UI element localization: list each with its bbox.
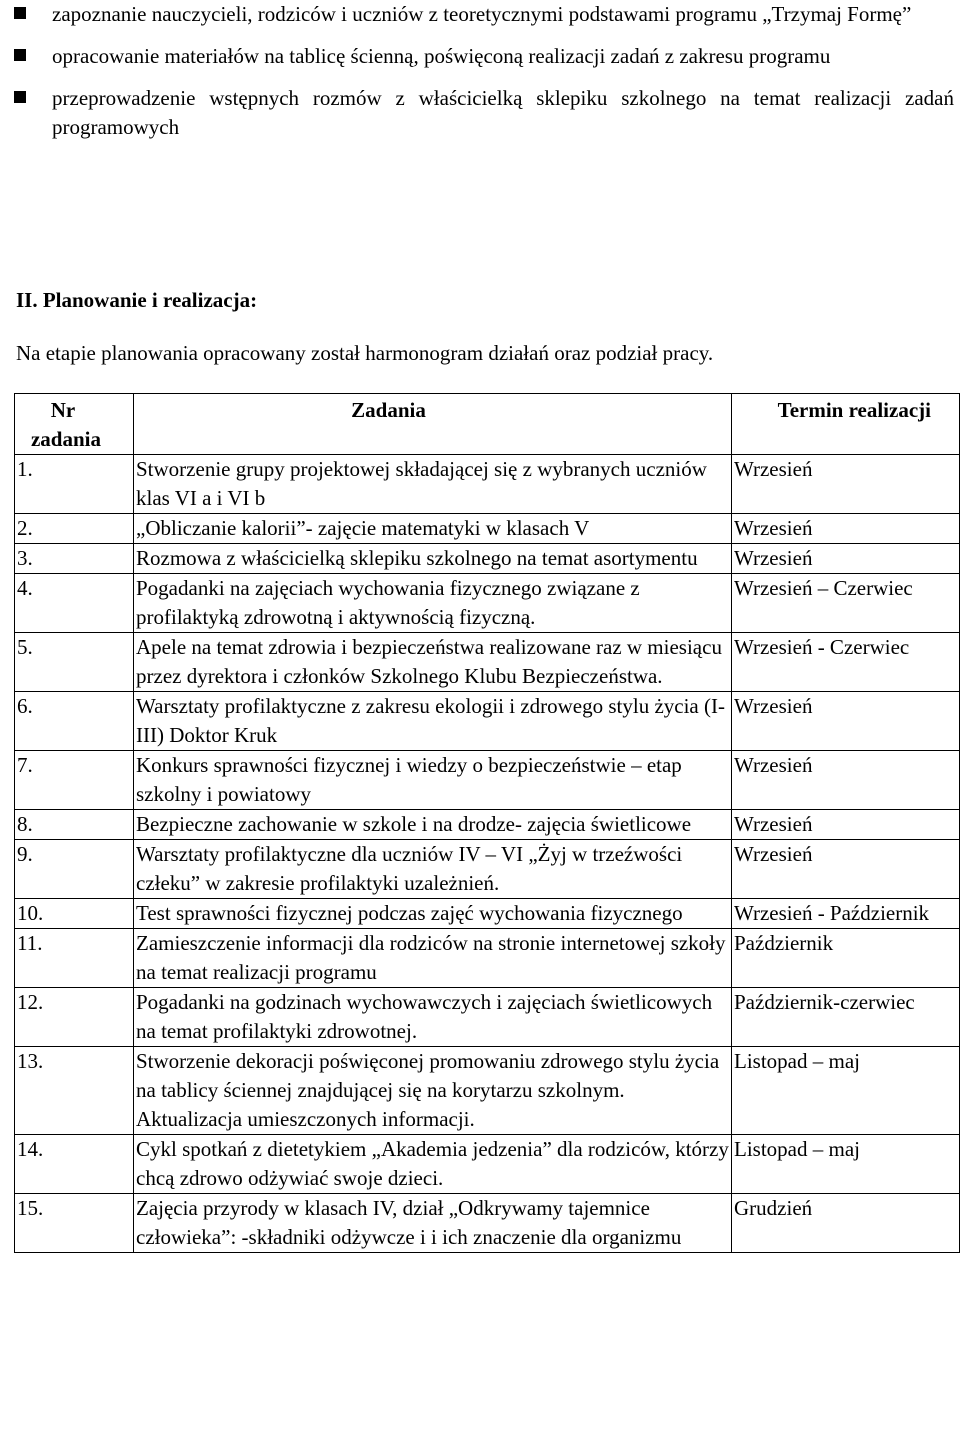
- header-term: Termin realizacji: [732, 394, 960, 455]
- row-term: Wrzesień - Czerwiec: [732, 633, 960, 692]
- table-row: [15, 1135, 960, 1194]
- row-term: Wrzesień: [732, 544, 960, 574]
- row-term: Wrzesień: [732, 751, 960, 810]
- header-nr: Nr: [15, 394, 134, 426]
- row-task: Zajęcia przyrody w klasach IV, dział „Odkrywamy tajemnice człowieka”: -składniki odżywcze i i ich znaczenie dla organizmu: [134, 1194, 732, 1253]
- table-row: [15, 1047, 960, 1135]
- square-bullet-icon: [14, 7, 26, 19]
- row-term: Wrzesień - Październik: [732, 899, 960, 929]
- row-task: Warsztaty profilaktyczne z zakresu ekologii i zdrowego stylu życia (I-III) Doktor Kruk: [134, 692, 732, 751]
- row-term: Październik: [732, 929, 960, 988]
- row-term: Wrzesień: [732, 692, 960, 751]
- row-term: Wrzesień – Czerwiec: [732, 574, 960, 633]
- bullet-text: zapoznanie nauczycieli, rodziców i uczniów z teoretycznymi podstawami programu „Trzymaj Formę”: [52, 2, 912, 26]
- row-task: Warsztaty profilaktyczne dla uczniów IV – VI „Żyj w trzeźwości człeku” w zakresie profilaktyki uzależnień.: [134, 840, 732, 899]
- row-term: Wrzesień: [732, 840, 960, 899]
- table-row: [15, 574, 960, 633]
- bullet-item: [0, 84, 960, 142]
- row-term: Listopad – maj: [732, 1135, 960, 1194]
- bullet-item: [0, 42, 960, 71]
- row-term: Listopad – maj: [732, 1047, 960, 1135]
- row-term: Grudzień: [732, 1194, 960, 1253]
- row-task: Cykl spotkań z dietetykiem „Akademia jedzenia” dla rodziców, którzy chcą zdrowo odżywiać swoje dzieci.: [134, 1135, 732, 1194]
- row-task: Stworzenie grupy projektowej składającej się z wybranych uczniów klas VI a i VI b: [134, 455, 732, 514]
- row-term: Wrzesień: [732, 455, 960, 514]
- row-number: 12.: [15, 988, 134, 1047]
- table-row: [15, 633, 960, 692]
- table-row: [15, 840, 960, 899]
- row-number: 6.: [15, 692, 134, 751]
- row-task: Test sprawności fizycznej podczas zajęć wychowania fizycznego: [134, 899, 732, 929]
- row-number: 8.: [15, 810, 134, 840]
- table-row: [15, 514, 960, 544]
- square-bullet-icon: [14, 91, 26, 103]
- row-number: 9.: [15, 840, 134, 899]
- table-row: [15, 544, 960, 574]
- bullet-list: [0, 0, 960, 142]
- square-bullet-icon: [14, 49, 26, 61]
- row-number: 4.: [15, 574, 134, 633]
- row-term: Październik-czerwiec: [732, 988, 960, 1047]
- row-number: 11.: [15, 929, 134, 988]
- schedule-table: [14, 393, 960, 1253]
- bullet-text: przeprowadzenie wstępnych rozmów z właścicielką sklepiku szkolnego na temat realizacji zadań programowych: [52, 86, 954, 139]
- row-number: 7.: [15, 751, 134, 810]
- row-task: „Obliczanie kalorii”- zajęcie matematyki w klasach V: [134, 514, 732, 544]
- row-number: 14.: [15, 1135, 134, 1194]
- row-task: Rozmowa z właścicielką sklepiku szkolnego na temat asortymentu: [134, 544, 732, 574]
- table-row: [15, 692, 960, 751]
- table-row: [15, 988, 960, 1047]
- section-intro: Na etapie planowania opracowany został harmonogram działań oraz podział pracy.: [16, 341, 714, 365]
- table-row: [15, 929, 960, 988]
- row-number: 5.: [15, 633, 134, 692]
- row-number: 13.: [15, 1047, 134, 1135]
- table-header-row: [15, 394, 960, 426]
- row-number: 2.: [15, 514, 134, 544]
- row-term: Wrzesień: [732, 810, 960, 840]
- row-task: Stworzenie dekoracji poświęconej promowaniu zdrowego stylu życia na tablicy ściennej znajdującej się na korytarzu szkolnym. Aktualizacja umieszczonych informacji.: [134, 1047, 732, 1135]
- row-number: 3.: [15, 544, 134, 574]
- row-number: 15.: [15, 1194, 134, 1253]
- row-task: Apele na temat zdrowia i bezpieczeństwa realizowane raz w miesiącu przez dyrektora i członków Szkolnego Klubu Bezpieczeństwa.: [134, 633, 732, 692]
- row-term: Wrzesień: [732, 514, 960, 544]
- row-number: 10.: [15, 899, 134, 929]
- row-number: 1.: [15, 455, 134, 514]
- section-heading: II. Planowanie i realizacja:: [16, 288, 258, 312]
- table-row: [15, 455, 960, 514]
- bullet-text: opracowanie materiałów na tablicę ścienną, poświęconą realizacji zadań z zakresu programu: [52, 44, 831, 68]
- table-row: [15, 751, 960, 810]
- table-row: [15, 810, 960, 840]
- row-task: Pogadanki na zajęciach wychowania fizycznego związane z profilaktyką zdrowotną i aktywnością fizyczną.: [134, 574, 732, 633]
- header-nr-second-line: zadania: [15, 425, 134, 455]
- row-task: Pogadanki na godzinach wychowawczych i zajęciach świetlicowych na temat profilaktyki zdrowotnej.: [134, 988, 732, 1047]
- row-task: Bezpieczne zachowanie w szkole i na drodze- zajęcia świetlicowe: [134, 810, 732, 840]
- table-row: [15, 899, 960, 929]
- header-task: Zadania: [134, 394, 732, 455]
- bullet-item: [0, 0, 960, 29]
- table-row: [15, 1194, 960, 1253]
- row-task: Konkurs sprawności fizycznej i wiedzy o bezpieczeństwie – etap szkolny i powiatowy: [134, 751, 732, 810]
- row-task: Zamieszczenie informacji dla rodziców na stronie internetowej szkoły na temat realizacji programu: [134, 929, 732, 988]
